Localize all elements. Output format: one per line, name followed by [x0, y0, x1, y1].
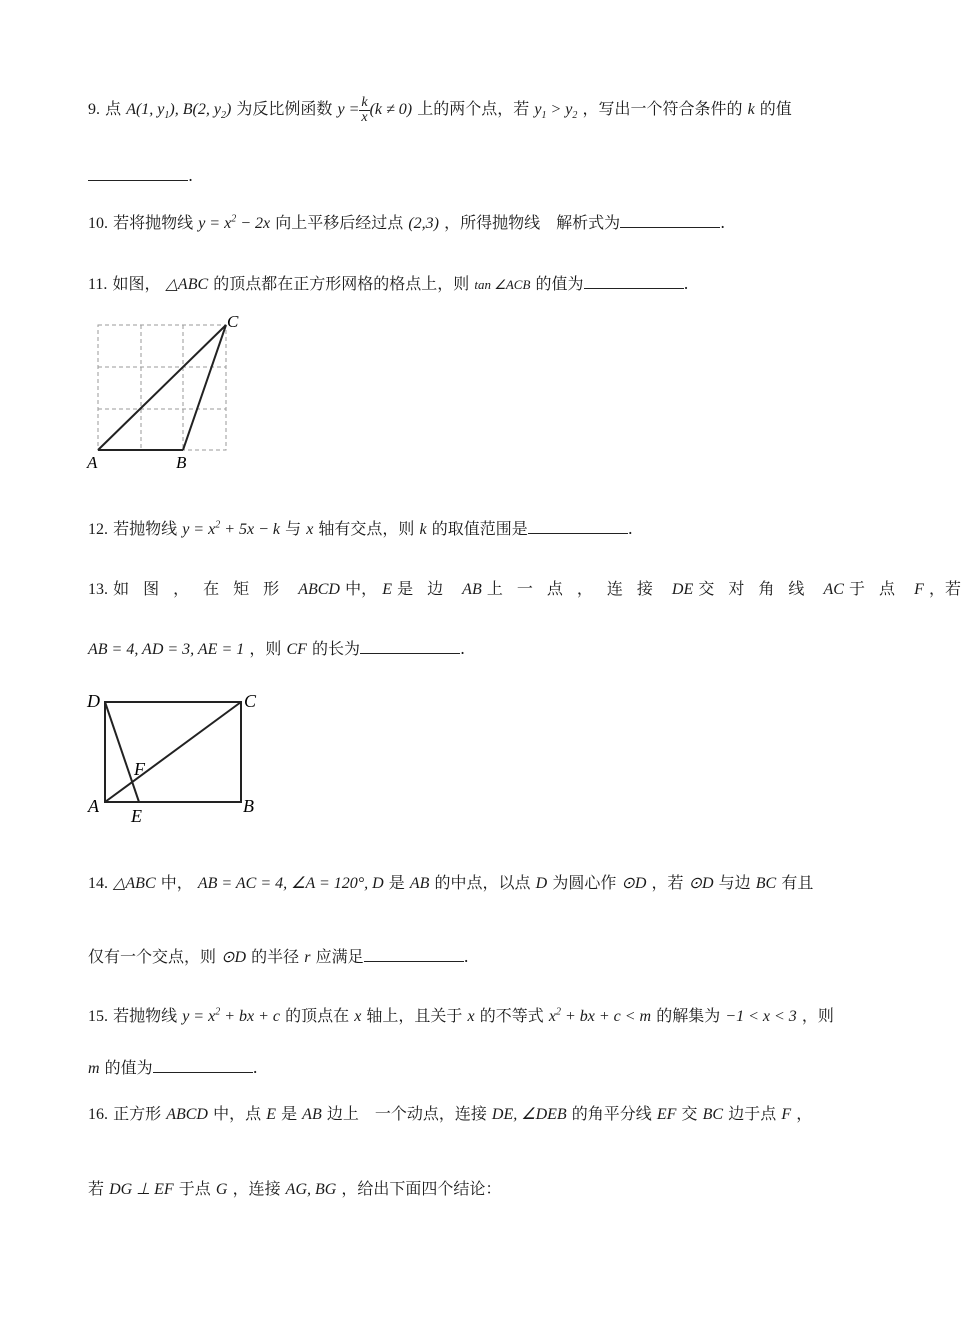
- q16-text-10: 于点: [178, 1179, 211, 1198]
- q15-x: x: [354, 1008, 362, 1025]
- q13-rectangle-shape: [105, 702, 241, 802]
- q10-number: 10.: [88, 215, 108, 232]
- q16-text-6: 交: [681, 1104, 698, 1123]
- q15-answer-blank[interactable]: [153, 1058, 253, 1073]
- q9-line2: [88, 166, 890, 185]
- q14-text-2: 是: [388, 873, 405, 892]
- q13-line1: [88, 576, 961, 599]
- q14-text-4: 为圆心作: [552, 873, 617, 892]
- q10-text-2: 向上平移后经过点: [275, 213, 404, 232]
- q9-inequality: $y_1 > y_2$: [534, 101, 578, 122]
- q10-line: [88, 210, 890, 233]
- q15-text-5: 的解集为: [656, 1006, 721, 1025]
- q15-end: .: [252, 1058, 258, 1077]
- q14-ab: AB: [409, 875, 430, 892]
- q12-k: k: [419, 521, 427, 538]
- q13-e: E: [382, 581, 392, 598]
- q11-triangle-shape: [98, 325, 226, 450]
- q15-text-3: 轴上，且关于: [366, 1006, 463, 1025]
- q16-text-3: 是: [281, 1104, 298, 1123]
- q9-points: A(1, $y_1$), B(2, $y_2$): [126, 101, 232, 122]
- q14-circle-d-2: ⊙D: [688, 875, 714, 892]
- q14-line1: [88, 870, 890, 893]
- q14-d: D: [535, 875, 548, 892]
- q9-answer-blank[interactable]: [88, 166, 188, 181]
- q15-line1: [88, 1003, 890, 1026]
- q11-tan: tan ∠ACB: [474, 277, 531, 292]
- q9-text-3: 上的两个点，若: [417, 99, 530, 119]
- q16-line1: [88, 1101, 890, 1124]
- q9-line1: [88, 96, 890, 125]
- q14-bc: BC: [755, 875, 777, 892]
- q11-label-b: B: [176, 453, 187, 472]
- q12-expression: $y = x^2 + 5x - k$: [182, 519, 280, 538]
- q9-function: y = $\frac{k}{x}$ (k ≠ 0): [337, 95, 413, 125]
- q16-square: ABCD: [166, 1106, 208, 1123]
- q13-text-4: 上一点，连接: [486, 579, 667, 598]
- q16-line2: [88, 1176, 890, 1199]
- q14-r: r: [304, 949, 311, 966]
- q11-line: [88, 271, 890, 294]
- q13-answer-blank[interactable]: [360, 639, 460, 654]
- q12-x: x: [306, 521, 314, 538]
- q15-line2: [88, 1055, 890, 1078]
- q15-number: 15.: [88, 1008, 108, 1025]
- q13-text-6: 于点: [849, 579, 910, 598]
- q15-solution: −1 < x < 3: [725, 1008, 797, 1025]
- q14-condition: AB = AC = 4, ∠A = 120°, D: [197, 875, 384, 892]
- q16-text-7: 边于点: [728, 1104, 777, 1123]
- q16-e: E: [266, 1106, 276, 1123]
- q12-text-1: 若抛物线: [113, 519, 178, 538]
- q13-text-1: 如图，在矩形: [113, 579, 294, 598]
- q15-text-7: 的值为: [104, 1058, 153, 1077]
- q11-triangle: △ABC: [165, 276, 209, 293]
- q9-text-1: 点: [105, 99, 122, 119]
- q11-answer-blank[interactable]: [584, 274, 684, 289]
- q16-text-2: 中，点: [213, 1104, 262, 1123]
- q13-label-d: D: [87, 691, 100, 711]
- q16-perp: DG ⊥ EF: [109, 1181, 174, 1198]
- q13-label-e: E: [131, 806, 142, 826]
- q11-text-3: 的值为: [535, 274, 584, 293]
- q14-text-7: 有且: [781, 873, 814, 892]
- q9-text-4: ，写出一个符合条件的: [582, 99, 743, 119]
- q16-bc: BC: [702, 1106, 724, 1123]
- q16-number: 16.: [88, 1106, 108, 1123]
- q14-answer-blank[interactable]: [364, 947, 464, 962]
- q9-number: 9.: [88, 101, 100, 119]
- q16-f: F: [781, 1106, 792, 1123]
- q10-text-3: ，所得抛物线 解析式为: [444, 213, 621, 232]
- q14-text-1: 中，: [160, 873, 193, 892]
- q13-number: 13.: [88, 581, 108, 598]
- q10-text-1: 若将抛物线: [113, 213, 194, 232]
- q10-point: (2,3): [408, 215, 439, 232]
- q14-triangle: △ABC: [113, 875, 156, 892]
- q16-text-4: 边上 一个动点，连接: [326, 1104, 487, 1123]
- q12-end: .: [627, 519, 633, 538]
- q16-text-1: 正方形: [113, 1104, 162, 1123]
- q15-text-4: 的不等式: [479, 1006, 544, 1025]
- q14-text-8: 仅有一个交点，则: [88, 947, 217, 966]
- q15-inequality: $x^2$ + bx + c < m: [548, 1006, 652, 1025]
- q10-end: .: [720, 213, 726, 232]
- q16-ag-bg: AG, BG: [285, 1181, 337, 1198]
- q14-circle-d-3: ⊙D: [221, 949, 247, 966]
- q13-condition: AB = 4, AD = 3, AE = 1: [88, 641, 245, 658]
- q14-text-10: 应满足: [315, 947, 364, 966]
- q14-text-5: ，若: [651, 873, 684, 892]
- q13-text-8: ，则: [249, 639, 282, 658]
- q10-answer-blank[interactable]: [620, 213, 720, 228]
- q13-rect: ABCD: [298, 581, 340, 598]
- q13-f: F: [914, 581, 924, 598]
- q14-text-6: 与边: [718, 873, 751, 892]
- q15-text-1: 若抛物线: [113, 1006, 178, 1025]
- q10-expression: $y = x^2 - 2x$: [198, 213, 271, 232]
- q14-line2: [88, 944, 890, 967]
- q13-ac: AC: [823, 581, 844, 598]
- q14-end: .: [463, 947, 469, 966]
- q11-grid-figure: [84, 310, 254, 475]
- q15-m: m: [88, 1060, 100, 1077]
- q16-text-8: ，: [796, 1104, 813, 1123]
- q14-circle-d: ⊙D: [621, 875, 647, 892]
- q16-g: G: [215, 1181, 228, 1198]
- q16-text-5: 的角平分线: [571, 1104, 652, 1123]
- q9-text-2: 为反比例函数: [236, 99, 333, 119]
- q13-text-7: ，若: [928, 579, 961, 598]
- q12-text-3: 轴有交点，则: [318, 519, 415, 538]
- q15-text-2: 的顶点在: [285, 1006, 350, 1025]
- q14-text-3: 的中点，以点: [434, 873, 531, 892]
- q12-number: 12.: [88, 521, 108, 538]
- q13-ab: AB: [462, 581, 482, 598]
- q16-ab: AB: [302, 1106, 322, 1123]
- q13-text-5: 交对角线: [698, 579, 819, 598]
- q16-text-11: ，连接: [232, 1179, 281, 1198]
- q13-label-a: A: [88, 796, 99, 816]
- q13-cf: CF: [286, 641, 307, 658]
- q13-label-f: F: [134, 759, 145, 779]
- q11-label-a: A: [87, 453, 98, 472]
- q16-ef: EF: [656, 1106, 677, 1123]
- q13-label-b: B: [243, 796, 254, 816]
- q11-label-c: C: [227, 312, 239, 331]
- q15-text-6: ，则: [801, 1006, 834, 1025]
- q13-rectangle-figure: [84, 688, 264, 828]
- q12-line: [88, 516, 890, 539]
- q14-number: 14.: [88, 875, 108, 892]
- q15-expression: $y = x^2$ + bx + c: [182, 1006, 280, 1025]
- q9-end: .: [188, 166, 194, 185]
- q13-de: DE: [671, 581, 694, 598]
- q11-end: .: [683, 274, 689, 293]
- q11-text-1: 如图，: [112, 274, 161, 293]
- q15-x-2: x: [467, 1008, 475, 1025]
- q13-text-2: 中，: [345, 579, 378, 598]
- q14-text-9: 的半径: [251, 947, 300, 966]
- q13-text-3: 是边: [397, 579, 458, 598]
- q9-k: k: [747, 101, 755, 119]
- q16-text-9: 若: [88, 1179, 105, 1198]
- q12-text-2: 与: [285, 519, 302, 538]
- q13-label-c: C: [244, 691, 257, 711]
- q11-text-2: 的顶点都在正方形网格的格点上，则: [213, 274, 470, 293]
- q16-de: DE, ∠DEB: [491, 1106, 567, 1123]
- q12-text-4: 的取值范围是: [431, 519, 528, 538]
- q9-text-5: 的值: [759, 99, 792, 119]
- q13-text-9: 的长为: [311, 639, 360, 658]
- q12-answer-blank[interactable]: [528, 519, 628, 534]
- q11-number: 11.: [88, 276, 108, 293]
- q16-text-12: ，给出下面四个结论：: [341, 1179, 502, 1198]
- q13-end: .: [460, 639, 466, 658]
- q13-line2: [88, 636, 890, 659]
